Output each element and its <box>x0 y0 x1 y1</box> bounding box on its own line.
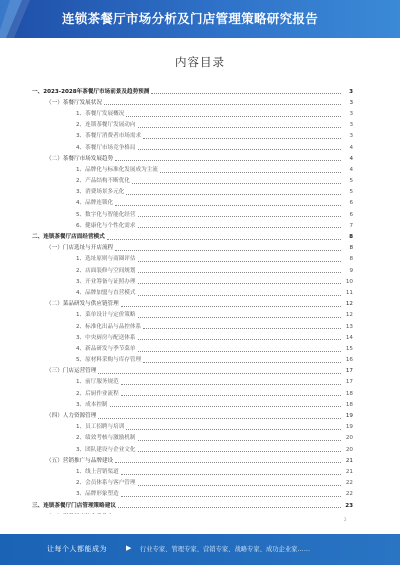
toc-leader-dots <box>151 93 341 94</box>
toc-leader-dots <box>138 317 342 318</box>
toc-entry-title: 1、员工招聘与培训 <box>76 424 125 431</box>
toc-entry-page: 19 <box>345 424 353 431</box>
toc-leader-dots <box>121 384 341 385</box>
toc-entry[interactable] <box>32 118 353 129</box>
table-of-contents <box>32 84 353 514</box>
toc-entry-title: 2、产品结构不断优化 <box>76 178 130 185</box>
toc-entry[interactable] <box>32 375 353 386</box>
toc-entry-page: 21 <box>345 457 353 464</box>
toc-entry-title: 2、标准化出品与品控体系 <box>76 323 142 330</box>
toc-entry-page: 16 <box>345 357 353 364</box>
toc-entry-page: 18 <box>345 390 353 397</box>
toc-entry[interactable] <box>32 84 353 95</box>
toc-entry-title: 1、线上营销渠道 <box>76 468 119 475</box>
toc-entry-title: 5、原材料采购与库存管理 <box>76 357 142 364</box>
toc-entry-page: 13 <box>345 323 353 330</box>
header-bar <box>0 0 400 38</box>
toc-entry-title: 3、开业筹备与证照办理 <box>76 278 136 285</box>
toc-entry[interactable] <box>32 274 353 285</box>
toc-entry-page: 21 <box>345 468 353 475</box>
toc-leader-dots <box>126 116 341 117</box>
toc-entry-page: 20 <box>345 446 353 453</box>
toc-entry[interactable] <box>32 408 353 419</box>
toc-entry-page: 6 <box>349 211 353 218</box>
toc-entry-title: 3、团队建设与企业文化 <box>76 446 136 453</box>
toc-leader-dots <box>138 261 342 262</box>
toc-leader-dots <box>138 440 342 441</box>
toc-entry-page: 22 <box>345 491 353 498</box>
toc-entry[interactable] <box>32 174 353 185</box>
toc-entry-title: （一）门店选址与开店流程 <box>46 245 114 252</box>
toc-entry[interactable] <box>32 263 353 274</box>
toc-entry-title: 4、品牌加盟与直营模式 <box>76 289 136 296</box>
toc-entry-page: 3 <box>349 122 353 129</box>
toc-entry-page: 14 <box>345 334 353 341</box>
toc-entry-page: 15 <box>345 345 353 352</box>
toc-entry-page: 3 <box>349 99 353 106</box>
toc-entry-page: 11 <box>345 289 353 296</box>
toc-leader-dots <box>138 283 342 284</box>
toc-entry-page: 3 <box>349 88 353 95</box>
toc-entry-page: 8 <box>349 256 353 263</box>
toc-entry[interactable] <box>32 453 353 464</box>
toc-leader-dots <box>121 395 341 396</box>
toc-leader-dots <box>115 205 341 206</box>
toc-leader-dots <box>138 485 342 486</box>
toc-entry[interactable] <box>32 431 353 442</box>
toc-leader-dots <box>138 339 342 340</box>
toc-entry-page: 7 <box>349 222 353 229</box>
page-number: 2 <box>344 517 347 522</box>
toc-entry[interactable] <box>32 442 353 453</box>
toc-entry-page: 17 <box>345 368 353 375</box>
toc-leader-dots <box>107 239 341 240</box>
toc-leader-dots <box>121 306 341 307</box>
toc-entry-title: 3、消费场景多元化 <box>76 189 125 196</box>
toc-leader-dots <box>138 149 342 150</box>
footer-slogan: 让每个人都能成为 <box>47 545 107 553</box>
toc-entry-title: （四）人力资源管理 <box>46 413 97 420</box>
toc-entry[interactable] <box>32 464 353 475</box>
toc-entry-title: 2、会员体系与客户管理 <box>76 480 136 487</box>
toc-entry-title: （五）营销推广与品牌建设 <box>46 457 114 464</box>
toc-entry-page: 20 <box>345 435 353 442</box>
toc-leader-dots <box>160 172 341 173</box>
toc-entry[interactable] <box>32 353 353 364</box>
toc-leader-dots <box>138 216 342 217</box>
toc-entry[interactable] <box>32 229 353 240</box>
toc-leader-dots <box>143 362 341 363</box>
toc-leader-dots <box>126 194 341 195</box>
toc-entry-title: 4、新品研发与季节菜单 <box>76 345 136 352</box>
toc-entry-title: 1、茶餐厅发展概况 <box>76 110 125 117</box>
toc-entry[interactable] <box>32 297 353 308</box>
toc-entry-page: 3 <box>349 133 353 140</box>
toc-leader-dots <box>138 272 342 273</box>
toc-entry[interactable] <box>32 140 353 151</box>
toc-entry-title: （二）菜品研发与供应链管理 <box>46 301 119 308</box>
toc-entry-title: （一）茶餐厅发展状况 <box>46 99 102 106</box>
toc-entry-page: 4 <box>349 144 353 151</box>
toc-entry-page: 22 <box>345 480 353 487</box>
toc-entry[interactable] <box>32 285 353 296</box>
toc-entry-page: 10 <box>345 278 353 285</box>
toc-leader-dots <box>138 227 342 228</box>
toc-entry[interactable] <box>32 487 353 498</box>
toc-leader-dots <box>138 295 342 296</box>
toc-entry[interactable] <box>32 397 353 408</box>
toc-leader-dots <box>138 451 342 452</box>
toc-entry[interactable] <box>32 218 353 229</box>
toc-entry[interactable] <box>32 364 353 375</box>
toc-entry[interactable] <box>32 509 353 514</box>
footer-tagline: 行业专家、管理专家、营销专家、战略专家、成功企业家…… <box>140 546 311 553</box>
toc-entry[interactable] <box>32 252 353 263</box>
toc-entry-title: 1、菜单设计与定价策略 <box>76 312 136 319</box>
toc-entry-title: 三、连锁茶餐厅门店管理策略建议 <box>32 502 116 509</box>
toc-entry[interactable] <box>32 420 353 431</box>
toc-entry-page: 3 <box>349 110 353 117</box>
toc-entry-title: 6、健康化与个性化需求 <box>76 222 136 229</box>
toc-leader-dots <box>115 160 341 161</box>
toc-heading: 内容目录 <box>175 55 225 69</box>
toc-entry-title: 5、数字化与智能化经营 <box>76 211 136 218</box>
toc-entry-page: 9 <box>349 267 353 274</box>
toc-entry[interactable] <box>32 341 353 352</box>
toc-entry-page: 18 <box>345 401 353 408</box>
toc-entry-page: 4 <box>349 155 353 162</box>
toc-entry[interactable] <box>32 151 353 162</box>
toc-entry[interactable] <box>32 185 353 196</box>
toc-leader-dots <box>132 183 341 184</box>
toc-entry[interactable] <box>32 498 353 509</box>
toc-entry-title: 2、连锁茶餐厅发展动向 <box>76 122 136 129</box>
toc-entry[interactable] <box>32 106 353 117</box>
toc-entry-title: 4、茶餐厅市场竞争格局 <box>76 144 136 151</box>
toc-entry-title: 2、绩效考核与激励机制 <box>76 435 136 442</box>
toc-leader-dots <box>143 138 341 139</box>
toc-entry[interactable] <box>32 330 353 341</box>
toc-entry-page: 23 <box>345 502 353 509</box>
toc-entry-title: 1、前厅服务规范 <box>76 379 119 386</box>
toc-entry-page: 4 <box>349 166 353 173</box>
toc-entry[interactable] <box>32 207 353 218</box>
toc-leader-dots <box>115 250 341 251</box>
toc-entry-page: 8 <box>349 245 353 252</box>
toc-entry-title: 4、品牌连锁化 <box>76 200 114 207</box>
toc-leader-dots <box>121 496 341 497</box>
toc-entry-title: （二）茶餐厅市场发展趋势 <box>46 155 114 162</box>
toc-leader-dots <box>143 328 341 329</box>
toc-entry[interactable] <box>32 95 353 106</box>
toc-entry-page: 8 <box>349 234 353 241</box>
toc-entry-title: 3、成本控制 <box>76 401 108 408</box>
toc-entry-page: 17 <box>345 379 353 386</box>
toc-entry-title: 3、品牌形象塑造 <box>76 491 119 498</box>
toc-entry[interactable] <box>32 476 353 487</box>
toc-entry-title: 一、2023-2028年茶餐厅市场前景及趋势预测 <box>32 88 150 95</box>
toc-leader-dots <box>138 127 342 128</box>
toc-entry-title: 1、选址原则与商圈评估 <box>76 256 136 263</box>
toc-entry-title: 二、连锁茶餐厅店面经营模式 <box>32 234 105 241</box>
toc-entry-page: 6 <box>349 200 353 207</box>
arrow-icon: ▶ <box>126 544 132 552</box>
header-decoration <box>0 0 34 38</box>
toc-entry-page: 19 <box>345 413 353 420</box>
toc-entry-title: （三）门店运营管理 <box>46 368 97 375</box>
footer-bar <box>0 534 400 565</box>
toc-entry-page: 12 <box>345 312 353 319</box>
toc-entry-title: 2、店面装修与空间规划 <box>76 267 136 274</box>
toc-entry-page: 12 <box>345 301 353 308</box>
toc-entry-title: 2、后厨作业流程 <box>76 390 119 397</box>
toc-leader-dots <box>121 474 341 475</box>
toc-leader-dots <box>115 462 341 463</box>
toc-leader-dots <box>98 373 341 374</box>
toc-leader-dots <box>138 351 342 352</box>
toc-leader-dots <box>98 418 341 419</box>
toc-entry[interactable] <box>32 241 353 252</box>
toc-entry-page: 5 <box>349 189 353 196</box>
report-title: 连锁茶餐厅市场分析及门店管理策略研究报告 <box>62 11 319 26</box>
toc-leader-dots <box>104 104 341 105</box>
toc-entry[interactable] <box>32 162 353 173</box>
toc-entry-title: 3、中央厨房与配送体系 <box>76 334 136 341</box>
toc-entry[interactable] <box>32 196 353 207</box>
toc-entry-title: 1、品牌化与标准化发展成为主流 <box>76 166 158 173</box>
toc-entry[interactable] <box>32 319 353 330</box>
toc-leader-dots <box>126 429 341 430</box>
toc-leader-dots <box>110 406 341 407</box>
toc-entry[interactable] <box>32 308 353 319</box>
toc-leader-dots <box>118 507 341 508</box>
toc-entry[interactable] <box>32 129 353 140</box>
toc-entry[interactable] <box>32 386 353 397</box>
toc-entry-page: 5 <box>349 178 353 185</box>
toc-entry-title: 3、茶餐厅消费者市场需求 <box>76 133 142 140</box>
